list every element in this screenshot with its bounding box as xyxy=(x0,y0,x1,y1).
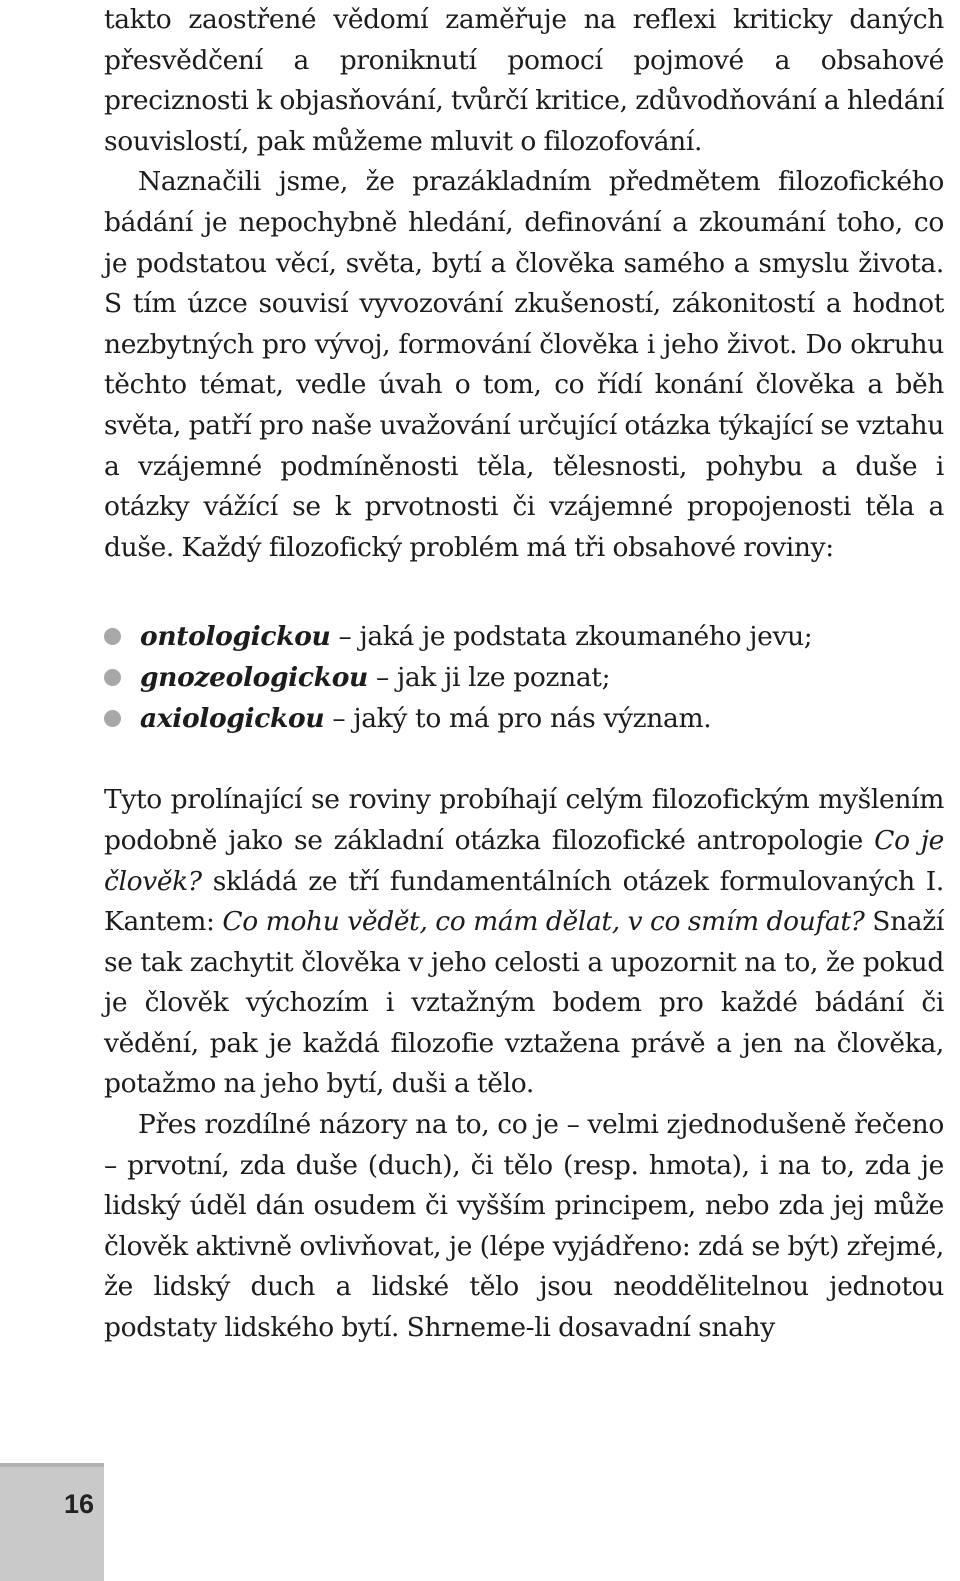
spacer xyxy=(104,739,944,780)
bullet-icon xyxy=(104,710,121,727)
page-number-tab xyxy=(0,1463,104,1581)
bullet-icon xyxy=(104,628,121,645)
paragraph-body-soul-unity: Přes rozdílné názory na to, co je – velmi zjednodušeně řečeno – prvotní, zda duše (duch), či tělo (resp. hmota), i na to, zda je lidský úděl dán osudem či vyšším principem, nebo zda jej může člověk aktivně ovlivňovat, je (lépe vyjádřeno: zdá se být) zřejmé, že lidský duch a lidské tělo jsou neoddělitelnou jednotou podstaty lidského bytí. Shrneme-li dosavadní snahy xyxy=(104,1109,944,1344)
paragraph-kant-questions xyxy=(104,780,944,1105)
list-item xyxy=(104,616,944,657)
spacer xyxy=(104,568,944,616)
text-run: Tyto prolínající se roviny probíhají celým filozofickým myšlením podobně jako se základní otázka filozofické antropologie xyxy=(104,784,944,856)
bullet-icon xyxy=(104,669,121,686)
page-body xyxy=(104,0,944,1349)
list-item-term: ontologickou xyxy=(140,621,331,653)
list-item xyxy=(104,698,944,739)
list-item-term: axiologickou xyxy=(140,703,325,735)
paragraph-subject-of-philosophy: Naznačili jsme, že prazákladním předmětem filozofického bádání je nepochybně hledání, definování a zkoumání toho, co je podstatou věcí, světa, bytí a člověka samého a smyslu života. S tím úzce souvisí vyvozování zkušeností, zákonitostí a hodnot nezbytných pro vývoj, formování člověka i jeho život. Do okruhu těchto témat, vedle úvah o tom, co řídí konání člověka a běh světa, patří pro naše uvažování určující otázka týkající se vztahu a vzájemné podmíněnosti těla, tělesnosti, pohybu a duše i otázky vážící se k prvotnosti či vzájemné propojenosti těla a duše. Každý filozofický problém má tři obsahové roviny: xyxy=(104,166,944,563)
content-levels-list xyxy=(104,616,944,739)
italic-question: Co je člověk? xyxy=(104,824,944,897)
list-item xyxy=(104,657,944,698)
list-item-description: – jak ji lze poznat; xyxy=(367,662,611,694)
list-item-description: – jaký to má pro nás význam. xyxy=(324,703,712,735)
paragraph-continuation: takto zaostřené vědomí zaměřuje na reflexi kriticky daných přesvědčení a proniknutí pomocí pojmové a obsahové preciznosti k objasňování, tvůrčí kritice, zdůvodňování a hledání souvislostí, pak můžeme mluvit o filozofování. xyxy=(104,4,944,157)
italic-kant-questions: Co mohu vědět, co mám dělat, v co smím doufat? xyxy=(222,906,865,938)
text-run: skládá ze tří fundamentálních otázek formulovaných I. Kantem: xyxy=(104,865,944,938)
text-run: Snaží se tak zachytit člověka v jeho celosti a upozornit na to, že pokud je člověk výchozím i vztažným bodem pro každé bádání či vědění, pak je každá filozofie vztažena právě a jen na člověka, potažmo na jeho bytí, duši a tělo. xyxy=(104,906,944,1100)
page-number: 16 xyxy=(63,1489,94,1519)
list-item-description: – jaká je podstata zkoumaného jevu; xyxy=(330,621,813,653)
list-item-term: gnozeologickou xyxy=(140,662,368,694)
